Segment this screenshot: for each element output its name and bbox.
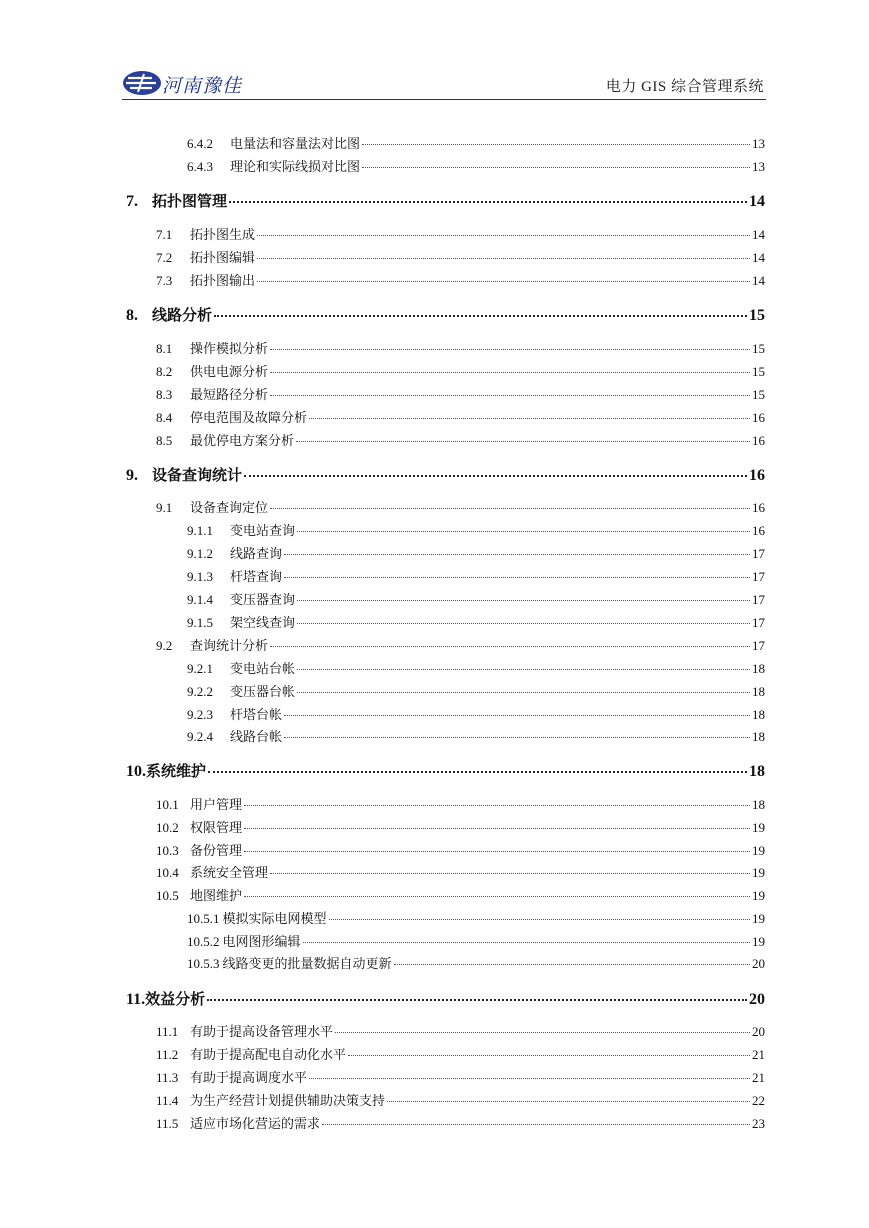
toc-entry-page: 18	[749, 763, 765, 780]
toc-leader-dots	[244, 805, 750, 806]
toc-entry-page: 19	[752, 911, 765, 926]
toc-leader-dots	[309, 418, 750, 419]
toc-entry-title: 杆塔查询	[230, 569, 283, 584]
toc-entry-number: 10.2	[156, 820, 179, 835]
toc-entry-page: 20	[752, 1024, 765, 1039]
toc-entry-title: 理论和实际线损对比图	[230, 159, 361, 174]
toc-entry-number: 6.4.3	[187, 159, 213, 174]
toc-entry-title: 拓扑图输出	[190, 273, 256, 288]
toc-leader-dots	[244, 896, 750, 897]
toc-entry-page: 20	[749, 991, 765, 1008]
toc-entry-page: 18	[752, 661, 765, 676]
toc-leader-dots	[270, 395, 750, 396]
toc-leader-dots	[270, 873, 750, 874]
toc-entry-number: 11.1	[156, 1024, 179, 1039]
toc-entry-number: 10.3	[156, 843, 179, 858]
toc-entry-number: 7.	[126, 193, 138, 210]
toc-leader-dots	[322, 1124, 750, 1125]
toc-entry[interactable]	[187, 566, 765, 585]
toc-leader-dots	[270, 646, 750, 647]
toc-leader-dots	[297, 669, 750, 670]
toc-entry[interactable]	[156, 840, 765, 859]
toc-entry-page: 21	[752, 1070, 765, 1085]
toc-entry-number: 11.5	[156, 1116, 179, 1131]
toc-entry[interactable]	[156, 794, 765, 813]
toc-entry[interactable]	[187, 704, 765, 723]
toc-entry-title: 有助于提高调度水平	[190, 1070, 308, 1085]
toc-leader-dots	[208, 771, 747, 773]
toc-entry[interactable]	[156, 384, 765, 403]
toc-entry-page: 18	[752, 707, 765, 722]
toc-entry-title: 用户管理	[190, 797, 243, 812]
toc-entry-page: 13	[752, 136, 765, 151]
toc-entry-title: 电量法和容量法对比图	[230, 136, 361, 151]
toc-entry-page: 16	[749, 467, 765, 484]
toc-entry-title: 设备查询统计	[152, 466, 243, 484]
toc-entry[interactable]	[126, 988, 765, 1009]
toc-entry-title: 设备查询定位	[190, 500, 269, 515]
toc-entry-number: 9.1	[156, 500, 173, 515]
toc-entry-title: 系统维护	[146, 762, 207, 780]
toc-entry[interactable]	[156, 1090, 765, 1109]
toc-entry[interactable]	[156, 338, 765, 357]
toc-leader-dots	[309, 1078, 750, 1079]
toc-entry-page: 18	[752, 684, 765, 699]
toc-entry-title: 有助于提高配电自动化水平	[190, 1047, 347, 1062]
toc-leader-dots	[270, 508, 750, 509]
toc-entry-page: 23	[752, 1116, 765, 1131]
company-logo	[122, 68, 242, 98]
toc-entry-title: 效益分析	[145, 990, 206, 1008]
toc-entry-page: 19	[752, 934, 765, 949]
toc-entry-page: 14	[752, 273, 765, 288]
toc-leader-dots	[284, 737, 750, 738]
toc-entry[interactable]	[156, 1021, 765, 1040]
toc-leader-dots	[229, 201, 747, 203]
toc-entry[interactable]	[156, 1044, 765, 1063]
toc-entry-title: 变电站台帐	[230, 661, 296, 676]
toc-entry-number: 11.2	[156, 1047, 179, 1062]
logo-text: 河南豫佳	[162, 75, 243, 97]
toc-leader-dots	[270, 349, 750, 350]
toc-entry[interactable]	[126, 304, 765, 325]
toc-leader-dots	[297, 623, 750, 624]
toc-entry-title: 线路查询	[230, 546, 283, 561]
toc-entry[interactable]	[156, 361, 765, 380]
toc-entry[interactable]	[156, 270, 765, 289]
toc-entry[interactable]	[156, 224, 765, 243]
toc-entry-page: 16	[752, 523, 765, 538]
toc-entry[interactable]	[187, 658, 765, 677]
toc-entry-number: 9.2	[156, 638, 173, 653]
toc-entry-number: 9.1.2	[187, 546, 213, 561]
toc-entry[interactable]	[156, 817, 765, 836]
toc-entry-title: 线路变更的批量数据自动更新	[222, 956, 392, 971]
toc-entry-title: 备份管理	[190, 843, 243, 858]
toc-entry-page: 17	[752, 615, 765, 630]
toc-entry-number: 7.3	[156, 273, 173, 288]
toc-entry[interactable]	[187, 156, 765, 175]
toc-entry-page: 13	[752, 159, 765, 174]
toc-entry-number: 9.2.4	[187, 729, 213, 744]
toc-entry[interactable]	[187, 931, 765, 950]
toc-entry-number: 10.4	[156, 865, 179, 880]
toc-entry-number: 11.3	[156, 1070, 179, 1085]
toc-entry-title: 供电电源分析	[190, 364, 269, 379]
toc-entry[interactable]	[187, 543, 765, 562]
toc-entry-number: 9.	[126, 467, 138, 484]
toc-entry[interactable]	[156, 430, 765, 449]
toc-leader-dots	[257, 235, 750, 236]
toc-entry-number: 9.2.1	[187, 661, 213, 676]
toc-entry[interactable]	[187, 133, 765, 152]
toc-entry-title: 变电站查询	[230, 523, 296, 538]
toc-entry-page: 18	[752, 797, 765, 812]
toc-entry-title: 权限管理	[190, 820, 243, 835]
toc-entry-title: 电网图形编辑	[222, 934, 301, 949]
toc-entry-number: 6.4.2	[187, 136, 213, 151]
toc-entry-title: 最优停电方案分析	[190, 433, 295, 448]
toc-entry-page: 15	[752, 387, 765, 402]
toc-entry-title: 地图维护	[190, 888, 243, 903]
toc-entry-number: 9.1.3	[187, 569, 213, 584]
toc-entry-title: 变压器台帐	[230, 684, 296, 699]
toc-entry-page: 16	[752, 500, 765, 515]
toc-entry-title: 杆塔台帐	[230, 707, 283, 722]
toc-leader-dots	[335, 1032, 750, 1033]
toc-leader-dots	[257, 258, 750, 259]
toc-entry-number: 8.3	[156, 387, 173, 402]
toc-entry-page: 20	[752, 956, 765, 971]
toc-entry-title: 拓扑图编辑	[190, 250, 256, 265]
toc-entry-title: 系统安全管理	[190, 865, 269, 880]
toc-leader-dots	[348, 1055, 750, 1056]
toc-entry[interactable]	[156, 635, 765, 654]
toc-entry[interactable]	[156, 407, 765, 426]
toc-entry[interactable]	[187, 589, 765, 608]
toc-entry-page: 21	[752, 1047, 765, 1062]
toc-entry[interactable]	[156, 1113, 765, 1132]
toc-entry-number: 7.2	[156, 250, 173, 265]
toc-leader-dots	[303, 942, 750, 943]
toc-entry-page: 16	[752, 410, 765, 425]
toc-entry-page: 14	[752, 227, 765, 242]
toc-entry[interactable]	[156, 885, 765, 904]
toc-entry[interactable]	[187, 681, 765, 700]
toc-leader-dots	[329, 919, 750, 920]
toc-entry-page: 17	[752, 569, 765, 584]
toc-entry[interactable]	[126, 760, 765, 781]
toc-entry[interactable]	[156, 247, 765, 266]
header-divider	[122, 99, 766, 100]
toc-entry[interactable]	[126, 464, 765, 485]
toc-entry[interactable]	[187, 612, 765, 631]
toc-entry-number: 10.1	[156, 797, 179, 812]
toc-leader-dots	[270, 372, 750, 373]
toc-entry-page: 18	[752, 729, 765, 744]
toc-entry-title: 最短路径分析	[190, 387, 269, 402]
toc-entry-number: 9.1.4	[187, 592, 213, 607]
toc-leader-dots	[297, 531, 750, 532]
toc-entry-number: 8.4	[156, 410, 173, 425]
toc-entry-page: 19	[752, 820, 765, 835]
toc-entry-page: 15	[752, 341, 765, 356]
toc-leader-dots	[284, 577, 750, 578]
logo-emblem-icon	[122, 68, 162, 98]
toc-entry[interactable]	[187, 726, 765, 745]
toc-entry-number: 8.2	[156, 364, 173, 379]
toc-leader-dots	[207, 999, 747, 1001]
toc-entry-number: 8.	[126, 307, 138, 324]
toc-entry-title: 变压器查询	[230, 592, 296, 607]
toc-entry-number: 10.5.1	[187, 911, 220, 926]
header-title: 电力 GIS 综合管理系统	[605, 79, 764, 95]
toc-entry-number: 10.	[126, 763, 146, 780]
toc-entry-title: 操作模拟分析	[190, 341, 269, 356]
toc-entry-number: 7.1	[156, 227, 173, 242]
toc-leader-dots	[214, 315, 747, 317]
toc-leader-dots	[244, 475, 747, 477]
toc-entry-page: 19	[752, 843, 765, 858]
toc-entry-number: 11.4	[156, 1093, 179, 1108]
toc-entry-title: 线路分析	[152, 306, 213, 324]
toc-leader-dots	[387, 1101, 750, 1102]
toc-entry-number: 9.2.3	[187, 707, 213, 722]
toc-entry-page: 17	[752, 592, 765, 607]
toc-entry-number: 10.5.2	[187, 934, 220, 949]
toc-entry-number: 9.1.5	[187, 615, 213, 630]
toc-leader-dots	[394, 964, 750, 965]
toc-entry-number: 10.5	[156, 888, 179, 903]
toc-entry-title: 拓扑图生成	[190, 227, 256, 242]
toc-leader-dots	[257, 281, 750, 282]
toc-leader-dots	[362, 167, 750, 168]
toc-entry[interactable]	[187, 953, 765, 972]
toc-leader-dots	[284, 554, 750, 555]
toc-entry-title: 模拟实际电网模型	[222, 911, 327, 926]
toc-leader-dots	[244, 851, 750, 852]
toc-entry-number: 9.2.2	[187, 684, 213, 699]
toc-entry[interactable]	[187, 908, 765, 927]
toc-leader-dots	[297, 600, 750, 601]
page-header	[122, 60, 766, 100]
toc-entry-page: 14	[752, 250, 765, 265]
toc-entry-title: 为生产经营计划提供辅助决策支持	[190, 1093, 386, 1108]
toc-entry-page: 15	[752, 364, 765, 379]
toc-entry-page: 15	[749, 307, 765, 324]
toc-entry[interactable]	[156, 862, 765, 881]
toc-entry-title: 有助于提高设备管理水平	[190, 1024, 334, 1039]
toc-entry-title: 拓扑图管理	[152, 192, 228, 210]
toc-entry[interactable]	[156, 1067, 765, 1086]
toc-leader-dots	[297, 692, 750, 693]
toc-entry-page: 19	[752, 888, 765, 903]
toc-leader-dots	[244, 828, 750, 829]
toc-entry[interactable]	[156, 497, 765, 516]
toc-entry[interactable]	[187, 520, 765, 539]
toc-entry-page: 22	[752, 1093, 765, 1108]
toc-leader-dots	[362, 144, 750, 145]
toc-leader-dots	[296, 441, 750, 442]
toc-entry-number: 10.5.3	[187, 956, 220, 971]
toc-entry-title: 线路台帐	[230, 729, 283, 744]
toc-entry-title: 查询统计分析	[190, 638, 269, 653]
toc-entry[interactable]	[126, 190, 765, 211]
toc-entry-number: 11.	[126, 991, 146, 1008]
toc-entry-page: 17	[752, 546, 765, 561]
toc-entry-title: 架空线查询	[230, 615, 296, 630]
toc-entry-page: 17	[752, 638, 765, 653]
toc-entry-number: 8.1	[156, 341, 173, 356]
toc-entry-number: 9.1.1	[187, 523, 213, 538]
toc-leader-dots	[284, 715, 750, 716]
toc-entry-title: 适应市场化营运的需求	[190, 1116, 321, 1131]
toc-entry-page: 14	[749, 193, 765, 210]
toc-entry-title: 停电范围及故障分析	[190, 410, 308, 425]
toc-entry-page: 19	[752, 865, 765, 880]
toc-entry-page: 16	[752, 433, 765, 448]
toc-entry-number: 8.5	[156, 433, 173, 448]
